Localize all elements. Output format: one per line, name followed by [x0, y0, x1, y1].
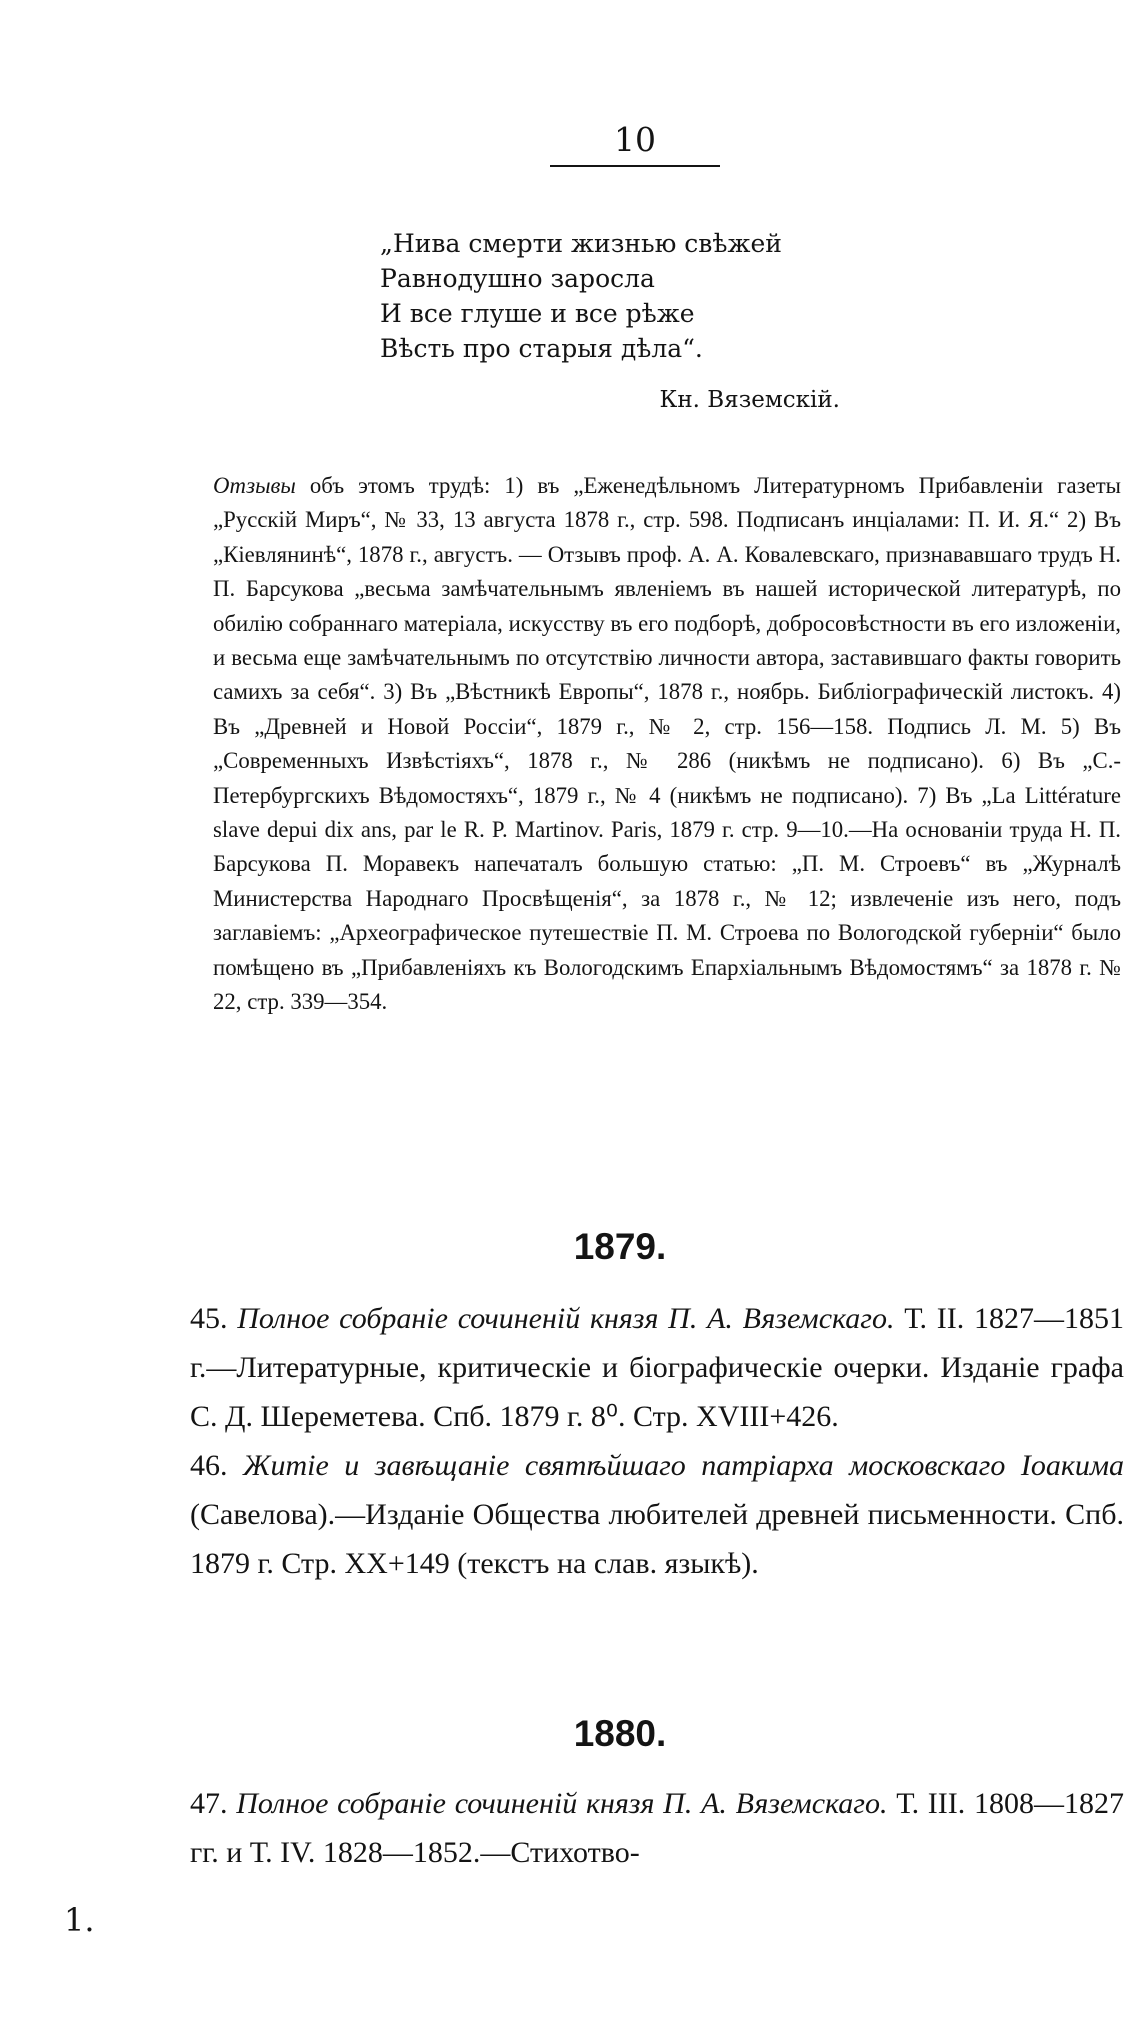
year-heading-1880: 1880.	[573, 1713, 667, 1754]
signature-mark: 1.	[64, 1901, 95, 1939]
entry-title: Полное собраніе сочиненій князя П. А. Вяземскаго.	[237, 1302, 895, 1335]
entry-number: 46.	[190, 1449, 228, 1482]
header-rule	[550, 165, 720, 167]
bibliography-entry	[190, 1779, 1124, 1877]
entry-number: 47.	[190, 1787, 228, 1820]
entry-number: 45.	[190, 1302, 228, 1335]
entry-title: Житіе и завѣщаніе святѣйшаго патріарха московскаго Іоакима	[242, 1449, 1124, 1482]
entry-text: Т. II. 1827—1851 г.—Литературные, критическіе и біографическіе очерки. Изданіе графа С. Д. Шереметева. Спб. 1879 г. 8⁰. Стр. XVIII+426.	[190, 1302, 1124, 1433]
epigraph-line: „Нива смерти жизнью свѣжей	[380, 229, 782, 258]
bibliography-entry	[190, 1441, 1124, 1588]
reviews-lead: Отзывы	[213, 473, 296, 498]
entry-text: Т. III. 1808—1827 гг. и Т. IV. 1828—1852.—Стихотво-	[190, 1787, 1125, 1869]
epigraph	[380, 226, 940, 366]
entry-title: Полное собраніе сочиненій князя П. А. Вяземскаго.	[236, 1787, 888, 1820]
page-number: 10	[614, 120, 656, 159]
reviews-paragraph	[213, 469, 1121, 1020]
epigraph-line: Вѣсть про старыя дѣла“.	[380, 334, 703, 363]
bibliography-entry	[190, 1294, 1124, 1441]
epigraph-author: Кн. Вяземскій.	[659, 387, 840, 413]
epigraph-line: И все глуше и все рѣже	[380, 299, 695, 328]
year-heading-1879: 1879.	[573, 1226, 667, 1267]
entry-text: (Савелова).—Изданіе Общества любителей древней письменности. Спб. 1879 г. Стр. XX+149 (текстъ на слав. языкѣ).	[190, 1498, 1124, 1580]
entries-1879	[190, 1294, 1124, 1588]
epigraph-line: Равнодушно заросла	[380, 264, 655, 293]
reviews-text: объ этомъ трудѣ: 1) въ „Еженедѣльномъ Литературномъ Прибавленіи газеты „Русскій Миръ“, № 33, 13 августа 1878 г., стр. 598. Подписанъ инціалами: П. И. Я.“ 2) Въ „Кіевлянинѣ“, 1878 г., августъ. — Отзывъ проф. А. А. Ковалевскаго, признававшаго трудъ Н. П. Барсукова „весьма замѣчательнымъ явленіемъ въ нашей исторической литературѣ, по обилію собраннаго матеріала, искусству въ его подборѣ, добросовѣстности въ его изложеніи, и весьма еще замѣчательнымъ по отсутствію личности автора, заставившаго факты говорить самихъ за себя“. 3) Въ „Вѣстникѣ Европы“, 1878 г., ноябрь. Библіографическій листокъ. 4) Въ „Древней и Новой Россіи“, 1879 г., № 2, стр. 156—158. Подпись Л. М. 5) Въ „Современныхъ Извѣстіяхъ“, 1878 г., № 286 (никѣмъ не подписано). 6) Въ „С.-Петербургскихъ Вѣдомостяхъ“, 1879 г., № 4 (никѣмъ не подписано). 7) Въ „La Littérature slave depui dix ans, par le R. P. Martinov. Paris, 1879 г. стр. 9—10.—На основаніи труда Н. П. Барсукова П. Моравекъ напечаталъ большую статью: „П. М. Строевъ“ въ „Журналѣ Министерства Народнаго Просвѣщенія“, за 1878 г., № 12; извлеченіе изъ него, подъ заглавіемъ: „Археографическое путешествіе П. М. Строева по Вологодской губерніи“ было помѣщено въ „Прибавленіяхъ къ Вологодскимъ Епархіальнымъ Вѣдомостямъ“ за 1878 г. № 22, стр. 339—354.	[213, 473, 1121, 1015]
entries-1880	[190, 1779, 1124, 1877]
